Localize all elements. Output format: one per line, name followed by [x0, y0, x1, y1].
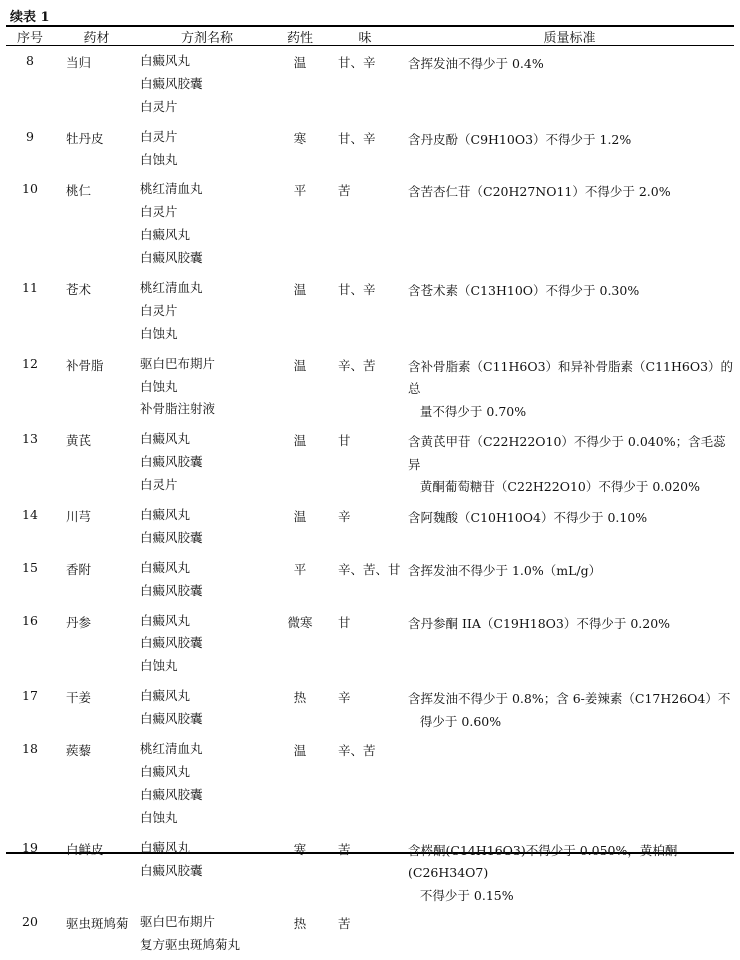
prescription-list	[139, 174, 275, 273]
prescription-name: 白癜风胶囊	[140, 529, 203, 545]
header-taste: 味	[358, 31, 372, 46]
table-row	[6, 681, 734, 734]
nature: 寒	[293, 841, 307, 857]
quality-standard-text: 含丹参酮 IIA（C19H18O3）不得少于 0.20%	[408, 615, 671, 631]
quality-standard	[405, 833, 734, 908]
nature: 温	[293, 357, 307, 373]
quality-standard	[405, 553, 734, 606]
herb-name: 补骨脂	[66, 357, 104, 373]
prescription-name: 白癜风丸	[140, 507, 191, 523]
prescription-list	[139, 500, 275, 553]
nature: 微寒	[287, 614, 313, 630]
prescription-name: 白癜风丸	[140, 688, 191, 704]
herb-name: 当归	[66, 55, 92, 70]
prescription-name: 白癜风胶囊	[140, 454, 203, 470]
nature: 温	[293, 743, 307, 759]
quality-standard-text: 含苦杏仁苷（C20H27NO11）不得少于 2.0%	[408, 184, 671, 200]
prescription-name: 白蚀丸	[140, 378, 178, 394]
prescription-name: 补骨脂注射液	[140, 401, 216, 417]
row-number: 16	[22, 612, 38, 628]
herb-name: 黄芪	[66, 433, 92, 449]
nature: 温	[293, 509, 307, 525]
table-row	[6, 553, 734, 606]
quality-standard-text: 含丹皮酚（C9H10O3）不得少于 1.2%	[408, 131, 632, 147]
nature: 温	[293, 282, 307, 298]
prescription-name: 白癜风丸	[140, 839, 191, 855]
prescription-name: 白癜风胶囊	[140, 711, 203, 727]
table-row	[6, 734, 734, 833]
row-number: 12	[22, 355, 38, 371]
nature: 热	[293, 916, 307, 932]
nature: 温	[293, 55, 307, 70]
row-number: 20	[22, 914, 38, 930]
prescription-name: 白灵片	[140, 477, 178, 493]
herb-name: 桃仁	[66, 183, 92, 199]
quality-standard-text: 含阿魏酸（C10H10O4）不得少于 0.10%	[408, 510, 648, 526]
table-row	[6, 907, 734, 960]
prescription-name: 白灵片	[140, 302, 178, 318]
prescription-name: 白癜风胶囊	[140, 862, 203, 878]
prescription-name: 白癜风丸	[140, 53, 191, 68]
herb-name: 苍术	[66, 282, 92, 298]
prescription-list	[139, 273, 275, 349]
prescription-name: 桃红清血丸	[140, 741, 203, 757]
prescription-name: 白灵片	[140, 204, 178, 220]
herb-name: 牡丹皮	[66, 130, 104, 146]
herb-name: 丹参	[66, 614, 92, 630]
nature: 平	[293, 183, 307, 199]
table-row	[6, 500, 734, 553]
quality-standard	[405, 174, 734, 273]
taste: 辛、苦	[338, 357, 376, 373]
prescription-name: 复方驱虫斑鸠菊丸	[140, 937, 241, 952]
row-number: 15	[22, 559, 38, 575]
quality-standard	[405, 907, 734, 960]
prescription-name: 白蚀丸	[140, 809, 178, 825]
prescription-list	[139, 46, 275, 122]
prescription-name: 白灵片	[140, 128, 178, 144]
prescription-name: 桃红清血丸	[140, 280, 203, 296]
nature: 平	[293, 561, 307, 577]
quality-standard-text: 含苍术素（C13H10O）不得少于 0.30%	[408, 283, 640, 299]
prescription-name: 白癜风胶囊	[140, 786, 203, 802]
prescription-name: 桃红清血丸	[140, 181, 203, 197]
table-row	[6, 606, 734, 682]
table-row	[6, 833, 734, 908]
taste: 辛、苦、甘	[338, 561, 401, 577]
quality-standard	[405, 46, 734, 122]
prescription-name: 白蚀丸	[140, 658, 178, 674]
herb-quality-table	[6, 27, 734, 960]
prescription-name: 白癜风胶囊	[140, 250, 203, 266]
prescription-name: 白癜风丸	[140, 227, 191, 243]
row-number: 14	[22, 507, 38, 523]
quality-standard	[405, 681, 734, 734]
quality-standard	[405, 500, 734, 553]
prescription-name: 驱白巴布期片	[140, 914, 216, 930]
taste: 苦	[338, 183, 351, 199]
prescription-name: 白癜风丸	[140, 559, 191, 575]
prescription-list	[139, 349, 275, 425]
taste: 甘	[338, 614, 351, 630]
taste: 甘、辛	[338, 282, 376, 298]
herb-name: 川芎	[66, 509, 92, 525]
row-number: 18	[22, 741, 38, 757]
prescription-list	[139, 606, 275, 682]
prescription-name: 白癜风胶囊	[140, 582, 203, 598]
nature: 寒	[293, 130, 307, 146]
quality-standard	[405, 122, 734, 175]
quality-standard-text: 含梣酮(C14H16O3)不得少于 0.050%，黄柏酮(C26H34O7) 不得少于 0.15%	[408, 842, 678, 903]
prescription-name: 白癜风胶囊	[140, 75, 203, 91]
quality-standard	[405, 606, 734, 682]
taste: 甘、辛	[338, 55, 376, 70]
nature: 热	[293, 690, 307, 706]
table-body	[6, 46, 734, 960]
header-prescription: 方剂名称	[180, 31, 233, 46]
taste: 苦	[338, 916, 351, 932]
quality-standard	[405, 734, 734, 833]
row-number: 10	[22, 181, 38, 197]
header-herb: 药材	[83, 31, 110, 46]
header-nature: 药性	[286, 31, 313, 46]
herb-name: 蒺藜	[66, 743, 92, 759]
prescription-name: 白癜风丸	[140, 763, 191, 779]
quality-standard	[405, 273, 734, 349]
herb-name: 香附	[66, 561, 92, 577]
table-row	[6, 46, 734, 122]
table-title: 续表 1	[10, 10, 50, 25]
row-number: 13	[22, 431, 38, 447]
prescription-list	[139, 833, 275, 908]
prescription-name: 白癜风丸	[140, 612, 191, 628]
row-number: 9	[26, 128, 34, 144]
quality-standard	[405, 349, 734, 425]
taste: 辛、苦	[338, 743, 376, 759]
header-standard: 质量标准	[543, 31, 596, 46]
table-row	[6, 174, 734, 273]
prescription-list	[139, 734, 275, 833]
quality-standard-text: 含挥发油不得少于 0.8%；含 6-姜辣素（C17H26O4）不 得少于 0.60%	[408, 691, 731, 729]
row-number: 19	[22, 839, 38, 855]
prescription-name: 白癜风丸	[140, 431, 191, 447]
herb-name: 驱虫斑鸠菊	[66, 916, 129, 932]
row-number: 17	[22, 688, 38, 704]
prescription-name: 白癜风胶囊	[140, 635, 203, 651]
quality-standard-text: 含黄芪甲苷（C22H22O10）不得少于 0.040%；含毛蕊异 黄酮葡萄糖苷（C22H22O10）不得少于 0.020%	[408, 434, 726, 495]
prescription-name: 白灵片	[140, 98, 178, 114]
prescription-name: 驱白巴布期片	[140, 355, 216, 371]
row-number: 11	[22, 280, 38, 296]
prescription-name: 白蚀丸	[140, 151, 178, 167]
herb-name: 白鲜皮	[66, 841, 104, 857]
table-row	[6, 424, 734, 500]
taste: 甘	[338, 433, 351, 449]
quality-standard-text: 含挥发油不得少于 1.0%（mL/g）	[408, 562, 602, 578]
prescription-list	[139, 553, 275, 606]
prescription-list	[139, 681, 275, 734]
prescription-name: 白蚀丸	[140, 325, 178, 341]
header-no: 序号	[16, 31, 43, 46]
taste: 辛	[338, 509, 351, 525]
prescription-list	[139, 424, 275, 500]
taste: 甘、辛	[338, 130, 376, 146]
table-row	[6, 122, 734, 175]
quality-standard	[405, 424, 734, 500]
table-row	[6, 273, 734, 349]
taste: 苦	[338, 841, 351, 857]
herb-name: 干姜	[66, 690, 92, 706]
row-number: 8	[26, 53, 34, 68]
prescription-list	[139, 907, 275, 960]
header-row	[6, 27, 734, 46]
nature: 温	[293, 433, 307, 449]
quality-standard-text: 含挥发油不得少于 0.4%	[408, 56, 544, 71]
table-row	[6, 349, 734, 425]
quality-standard-text: 含补骨脂素（C11H6O3）和异补骨脂素（C11H6O3）的总 量不得少于 0.70%	[408, 358, 734, 419]
taste: 辛	[338, 690, 351, 706]
prescription-list	[139, 122, 275, 175]
